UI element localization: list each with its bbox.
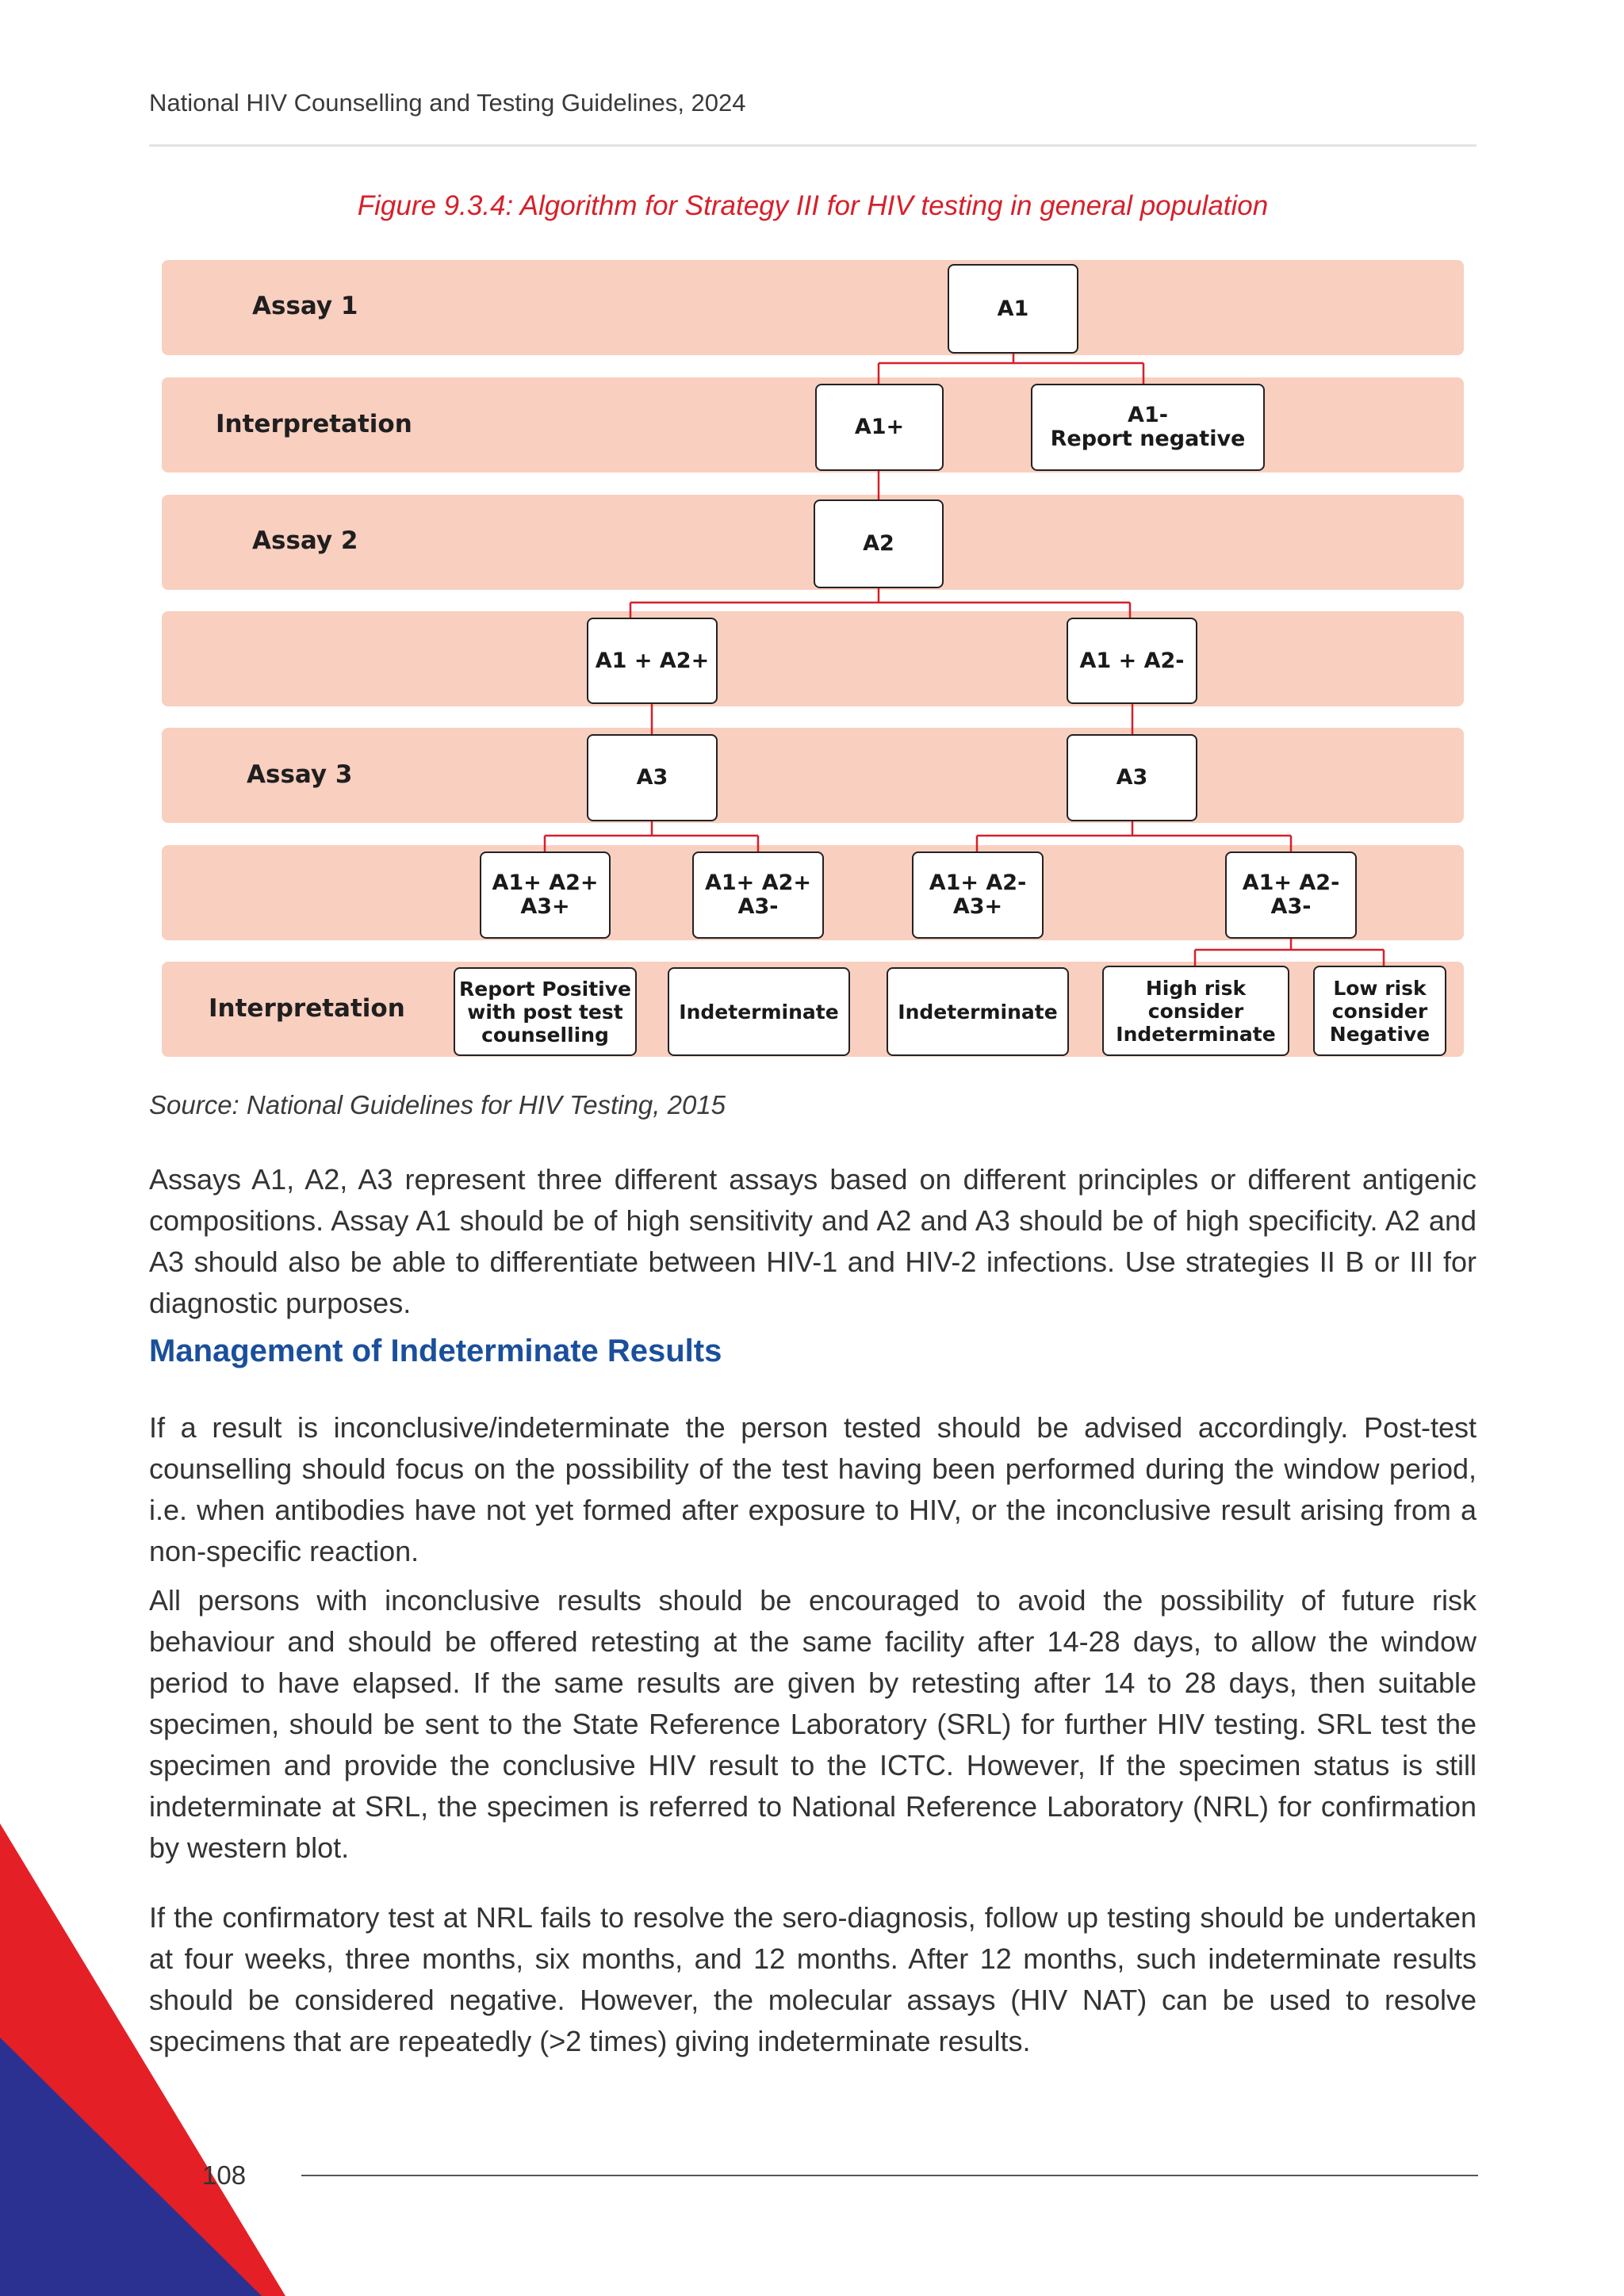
node-a1-a2-positive: A1 + A2+	[587, 618, 718, 704]
node-a1-negative-report: A1- Report negative	[1031, 384, 1265, 471]
node-a1-positive: A1+	[815, 384, 944, 471]
node-a3-left: A3	[587, 734, 718, 821]
node-a1-a2-negative: A1 + A2-	[1067, 618, 1197, 704]
paragraph-retesting: All persons with inconclusive results should be encouraged to avoid the possibility of future risk behaviour and should be offered retesting at the same facility after 14-28 days, to allow the window period to have elapsed. If the same results are given by retesting after 14 to 28 days, then suitable specimen, should be sent to the State Reference Laboratory (SRL) for further HIV testing. SRL test the specimen and provide the conclusive HIV result to the ICTC. However, If the specimen status is still indeterminate at SRL, the specimen is referred to National Reference Laboratory (NRL) for confirmation by western blot.	[149, 1584, 1477, 1864]
row-label-interpretation-1: Interpretation	[216, 410, 412, 438]
outcome-indeterminate-2: Indeterminate	[887, 967, 1069, 1056]
corner-decoration	[0, 1823, 285, 2296]
section-heading: Management of Indeterminate Results	[149, 1334, 722, 1368]
outcome-report-positive: Report Positive with post test counselling	[454, 967, 637, 1056]
node-a1-a2-neg-a3-neg: A1+ A2- A3-	[1225, 851, 1357, 939]
paragraph-indeterminate: If a result is inconclusive/indeterminate the person tested should be advised accordingly. Post-test counselling should focus on the possibility of the test having been performed during the window period, i.e. when antibodies have not yet formed after exposure to HIV, or the inconclusive result arising from a non-specific reaction.	[149, 1411, 1477, 1567]
row-label-assay-1: Assay 1	[252, 292, 358, 320]
paragraph-follow-up: If the confirmatory test at NRL fails to resolve the sero-diagnosis, follow up testing should be undertaken at four weeks, three months, six months, and 12 months. After 12 months, such indeterminate results should be considered negative. However, the molecular assays (HIV NAT) can be used to resolve specimens that are repeatedly (>2 times) giving indeterminate results.	[149, 1901, 1477, 2057]
node-a1-a2-pos-a3-neg: A1+ A2+ A3-	[692, 851, 824, 939]
figure-title: Figure 9.3.4: Algorithm for Strategy III for HIV testing in general population	[357, 190, 1269, 221]
header-title: National HIV Counselling and Testing Guidelines, 2024	[149, 89, 746, 117]
outcome-high-risk: High risk consider Indeterminate	[1102, 966, 1289, 1056]
outcome-low-risk: Low risk consider Negative	[1313, 966, 1446, 1056]
row-label-interpretation-2: Interpretation	[209, 994, 405, 1023]
page-number: 108	[202, 2160, 247, 2190]
outcome-indeterminate-1: Indeterminate	[668, 967, 850, 1056]
figure-source: Source: National Guidelines for HIV Testing, 2015	[149, 1090, 726, 1119]
node-a1-a2-pos-a3-pos: A1+ A2+ A3+	[480, 851, 611, 939]
row-label-assay-2: Assay 2	[252, 526, 358, 555]
node-a2: A2	[814, 499, 944, 588]
footer-divider	[301, 2175, 1478, 2176]
node-a1: A1	[948, 264, 1078, 354]
algorithm-diagram	[0, 0, 1624, 1062]
node-a1-a2-neg-a3-pos: A1+ A2- A3+	[912, 851, 1044, 939]
row-label-assay-3: Assay 3	[247, 760, 353, 789]
node-a3-right: A3	[1067, 734, 1197, 821]
paragraph-assays: Assays A1, A2, A3 represent three different assays based on different principles or different antigenic compositions. Assay A1 should be of high sensitivity and A2 and A3 should be of high specificity. A2 and A3 should also be able to differentiate between HIV-1 and HIV-2 infections. Use strategies II B or III for diagnostic purposes.	[149, 1163, 1477, 1319]
